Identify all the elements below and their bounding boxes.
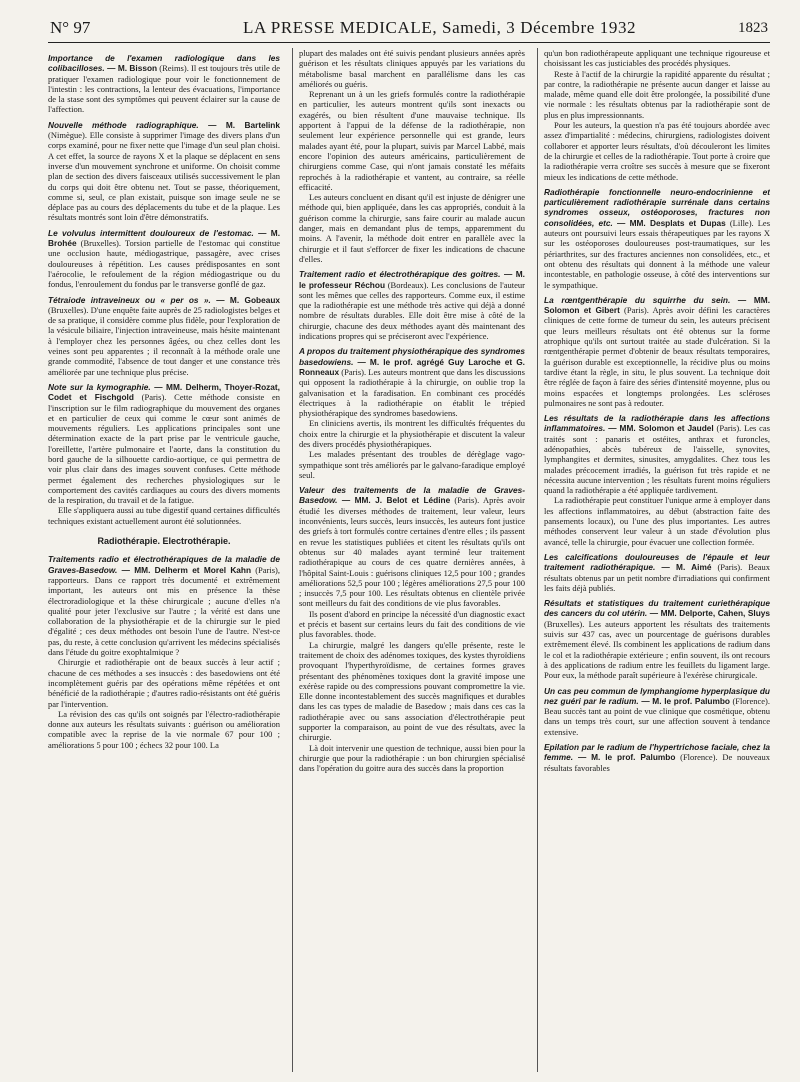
body-text: (Bruxelles). Torsion partielle de l'estomac qui constitue une occlusion haute, médiogastrique, passagère, avec crises douloureuses à répétition. Les causes prédisposantes en sont l'aérocolie, le refoulement de la région médiogastrique ou du fondus, l'enroulement du fondus par le transverse gonflé de gaz. [48, 238, 280, 290]
abstract-authors: — M. Bartelink [208, 119, 280, 130]
body-text: Pour les auteurs, la question n'a pas été toujours abordée avec assez d'impartialité : médecins, chirurgiens, radiologistes doivent collaborer et apporter leurs résultats, d'où découleront les limites de la chirurgie et celles de la radiothérapie. Tout porte à croire que la radiothérapie verra croître ses succès à mesure que se fixeront mieux les indications de cette méthode. [544, 120, 770, 182]
paragraph [48, 505, 280, 526]
body-text: La révision des cas qu'ils ont soignés par l'électro-radiothérapie donne aux auteurs les résultats suivants : guérison ou amélioration compatible avec la reprise de la vie normale 67 pour 100 ; améliorations 5 pour 100 ; échecs 32 pour 100. La [48, 708, 280, 750]
body-text: (Paris). Après avoir défini les caractères cliniques de cette forme de tumeur du sein, les auteurs précisent que leurs meilleurs résultats ont été obtenus sur la forme atrophique qu'ils ont surtout traitée au stade d'ulcération. Si la rœntgenthérapie permet d'obtenir de beaux résultats temporaires, la guérison durable est exceptionnelle, la récidive plus ou moins tardive étant la règle, in situ, le plus souvent. La technique doit être réglée de façon à faire des séries d'intensité moyenne, plus ou moins espacées et longtemps prolongées. Les scléroses pulmonaires ne sont pas à redouter. [544, 305, 770, 408]
paragraph [299, 743, 525, 774]
abstract-title: Epilation par le radium de l'hypertrichose faciale, chez la femme. [544, 742, 770, 763]
abstract-entry [544, 742, 770, 773]
running-header [48, 12, 770, 43]
column-2 [292, 48, 525, 1072]
text-columns [48, 48, 770, 1072]
paragraph [299, 89, 525, 192]
body-text: (Florence). De nouveaux résultats favorables [544, 752, 770, 773]
column-1 [48, 48, 280, 1072]
body-text: Ils posent d'abord en principe la nécessité d'un diagnostic exact et précis et basent sur certains leurs du fait des conditions de vie plus favorables. thode. [299, 608, 525, 640]
abstract-authors: — M. Gobeaux [216, 294, 280, 305]
abstract-title: Note sur la kymographie. [48, 381, 155, 392]
abstract-authors: — MM. Solomon et Gibert [544, 294, 770, 316]
abstract-authors: — M. le professeur Réchou [299, 269, 525, 290]
abstract-entry [544, 552, 770, 593]
body-text: Reprenant un à un les griefs formulés contre la radiothérapie en particulier, les auteurs montrent qu'ils sont inexacts ou exagérés, ou bien résultent d'une mauvaise technique. Ils apportent à l'appui de la défense de la radiothérapie, non seulement leur expérience personnelle qui est grande, leurs malades ayant été, pour la plupart, suivis par Marcel Labbé, mais encore l'opinion des auteurs américains, particulièrement de chirurgiens comme Case, qui n'ont jamais constaté les méfaits reprochés à la radiothérapie et vantent, au contraire, sa réelle efficacité. [299, 89, 525, 192]
abstract-entry [544, 187, 770, 290]
page-number: 1823 [738, 20, 768, 36]
body-text: (Paris). Après avoir étudié les diverses méthodes de traitement, leur valeur, leurs inconvénients, leurs succès, leurs insuccès, les auteurs font justice des griefs à tort formulés contre certaines d'entre elles ; ils passent en revue les statistiques publiées et citent les résultats qu'ils ont obtenus sur 40 malades ayant terminé leur traitement radiothérapique au cours de ces quatre dernières années, à l'hôpital Saint-Louis : guérisons cliniques 12,5 pour 100 ; grandes améliorations 52,5 pour 100 ; légères améliorations 27,5 pour 100 ; insuccès 7,5 pour 100. Les résultats obtenus en clientèle privée sont meilleurs du fait des conditions de vie plus favorables. [299, 495, 525, 609]
body-text: La radiothérapie peut constituer l'unique arme à employer dans les affections inflammatoires, au début (abstraction faite des pansements locaux), ou l'une des plus importantes. Les autres méthodes conservent leur valeur à un stade d'évolution plus avancé, telle la chirurgie, pour évacuer une collection formée. [544, 495, 770, 547]
abstract-authors: — M. Bisson [107, 63, 158, 74]
body-text: Reste à l'actif de la chirurgie la rapidité apparente du résultat ; par contre, la radiothérapie ne présente aucun danger et laisse au malade, même quand elle doit être prolongée, la possibilité d'une vie normale : les résultats obtenus par la radiothérapie sont de plus en plus impressionnants. [544, 68, 770, 120]
body-text: (Paris). Beaux résultats obtenus par un petit nombre d'irradiations qui confirment les faits déjà publiés. [544, 562, 770, 593]
body-text: Les auteurs concluent en disant qu'il est injuste de dénigrer une méthode qui, bien appliquée, dans les cas appropriés, conduit à la guérison comme la chirurgie, sans faire courir au malade aucun danger, mais en demandant plus de temps, apparemment du moins. A l'avenir, la méthode doit entrer en parallèle avec la chirurgie et il faut s'efforcer de fixer les indications de chacune d'elles. [299, 192, 525, 264]
abstract-title: Les calcifications douloureuses de l'épaule et leur traitement radiothérapique. [544, 551, 770, 573]
body-text: (Florence). Beau succès tant au point de vue clinique que cosmétique, obtenu dans un temps très court, sur une affection souvent à tendance extensive. [544, 695, 770, 737]
journal-page [48, 12, 770, 1072]
abstract-authors: — M. Aimé [661, 562, 712, 573]
body-text: (Paris). Les auteurs montrent que dans les discussions qui opposent la radiothérapie à la chirurgie, on oublie trop la galvanisation et la faradisation. En combinant ces procédés électriques à la radiothérapie on établit le trépied physiothérapique des syndromes basedowiens. [299, 366, 525, 419]
abstract-title: Importance de l'examen radiologique dans les colibacilloses. [48, 53, 280, 74]
abstract-entry [48, 554, 280, 657]
abstract-entry [48, 120, 280, 223]
abstract-title: Les résultats de la radiothérapie dans les affections inflammatoires. [544, 413, 770, 434]
paragraph [48, 709, 280, 750]
body-text: Chirurgie et radiothérapie ont de beaux succès à leur actif ; chacune de ces méthodes a ses insuccès : des basedowiens ont été incomplètement guéris par des opérations même répétées et ont bénéficié de la radiothérapie ; d'autres radio-résistants ont été guéris par l'intervention. [48, 657, 280, 709]
abstract-entry [299, 346, 525, 418]
journal-title: LA PRESSE MEDICALE, Samedi, 3 Décembre 1932 [243, 18, 637, 37]
abstract-title: Traitement radio et électrothérapique des goitres. [299, 269, 504, 280]
body-text: La chirurgie, malgré les dangers qu'elle présente, reste le traitement de choix des adénomes toxiques, des kystes thyroïdiens provoquant l'hyperthyroïdisme, de certaines formes graves présentant des phénomènes toxiques dont la gravité impose une exérèse rapide ou des compressions pouvant compromettre la vie. Elle donne incontestablement des succès magnifiques et durables dans les cas types de maladie de Basedow ; mais dans ces cas la radiothérapie avec ou sans association d'électrothérapie peut supporter la comparaison, au point de vue des résultats, avec la chirurgie. [299, 639, 525, 743]
body-text: (Paris). Les cas traités sont : panaris et ostéites, anthrax et furoncles, adénopathies, abcès tubéreux de l'aisselle, synovites, lymphangites et dermites, sinusites, amygdalites. Chez tous les malades précocement irradiés, la guérison fut très rapide et ne nécessita aucune intervention ; les résultats furent moins réguliers quand la radiothérapie a été appliquée tardivement. [544, 423, 770, 496]
body-text: Les malades présentant des troubles de dérèglage vago-sympathique sont très améliorés par le galvano-faradique employé seul. [299, 449, 525, 480]
abstract-entry [48, 53, 280, 115]
abstract-authors: — M. le prof. Palumbo [641, 695, 730, 706]
paragraph [48, 657, 280, 708]
paragraph [544, 48, 770, 69]
body-text: Là doit intervenir une question de technique, aussi bien pour la chirurgie que pour la radiothérapie : un bon chirurgien spécialisé dans l'opération du goitre aura des succès dans la proportion [299, 742, 525, 774]
column-3 [537, 48, 770, 1072]
body-text: (Paris). Cette méthode consiste en l'inscription sur le film radiographique du mouvement des organes et en particulier de ceux qui comme le cœur sont animés de mouvements réguliers. Les applications principales sont une détermination exacte de la part prise par le ventricule gauche, l'oreillette, l'artère pulmonaire et l'aorte, dans la constitution du bord gauche de la silhouette cardio-aortique, ce qui permettra de voir plus clair dans des images souvent confuses. Cette méthode permet également des recherches physiologiques sur le comportement des cavités cardiaques au cours des divers moments de la respiration, du travail et de la fatigue. [48, 392, 280, 506]
paragraph [544, 495, 770, 546]
paragraph [544, 120, 770, 182]
abstract-entry [544, 686, 770, 737]
abstract-entry [299, 485, 525, 609]
paragraph [299, 640, 525, 743]
abstract-authors: — MM. Delherm et Morel Kahn [121, 564, 252, 575]
abstract-title: Radiothérapie fonctionnelle neuro-endocrinienne et particulièrement radiothérapie surrénale dans certains syndromes osseux, ostéoporoses, fractures non consolidées, etc. [544, 186, 770, 228]
body-text: (Nimègue). Elle consiste à supprimer l'image des divers plans d'un corps examiné, pour ne fixer nette que l'image d'un seul plan choisi. A cet effet, la source de rayons X et la plaque se déplacent en sens inverse d'un mouvement synchrone et uniforme. On choisit comme plan de section des divers faisceaux utilisés successivement le plan du corps qui doit être obtenu net. Tout se passe, théoriquement, comme si, seul, ce plan existait, puisque son image seule ne se déplace pas au cours des déplacements du tube et de la plaque. Les résultats montrés sont loin d'être démonstratifs. [48, 130, 280, 223]
abstract-authors: — M. le prof. agrégé Guy Laroche et G. Ronneaux [299, 356, 525, 377]
body-text: (Bruxelles). Les auteurs apportent les résultats des traitements suivis sur 437 cas, avec un pourcentage de guérisons durables extrêmement élevé. Ils combinent les applications de radium dans le col et la radiothérapie extérieure ; enfin souvent, ils ont recours à des applications de radium entre les feuillets du ligament large. Pour eux, la méthode paraît supérieure à l'exérèse chirurgicale. [544, 618, 770, 681]
abstract-authors: — MM. J. Belot et Lédine [341, 495, 451, 506]
abstract-entry [544, 413, 770, 495]
body-text: (Bruxelles). D'une enquête faite auprès de 25 radiologistes belges et de sa pratique, il considère comme plus fidèle, pour l'exploration de la vésicule biliaire, l'injection intraveineuse, mais hésite maintenant à l'employer chez les personnes âgées, ou chez celles dont les veines sont peu apparentes ; il reconnaît à la méthode orale une grande commodité, l'absence de tout danger et une constance très améliorée par une technique plus précise. [48, 304, 280, 377]
abstract-title: Traitements radio et électrothérapiques de la maladie de Graves-Basedow. [48, 554, 280, 575]
abstract-authors: — MM. Delherm, Thoyer-Rozat, Codet et Fischgold [48, 381, 280, 403]
abstract-entry [48, 295, 280, 377]
abstract-authors: — M. le prof. Palumbo [577, 752, 676, 763]
abstract-authors: — MM. Desplats et Dupas [617, 217, 726, 228]
abstract-title: Tétraiode intraveineux ou « per os ». [48, 294, 217, 305]
body-text: Elle s'appliquera aussi au tube digestif quand certaines difficultés techniques existant actuellement auront été solutionnées. [48, 505, 280, 526]
abstract-authors: — MM. Solomon et Jaudel [608, 423, 714, 434]
section-heading: Radiothérapie. Electrothérapie. [97, 536, 231, 547]
abstract-authors: — M. Brohée [48, 227, 280, 249]
paragraph [299, 449, 525, 480]
paragraph [299, 192, 525, 264]
paragraph [299, 418, 525, 449]
abstract-title: Un cas peu commun de lymphangiome hyperplasique du nez guéri par le radium. [544, 685, 770, 706]
body-text: (Reims). Il est toujours très utile de pratiquer l'examen radiologique pour voir le fonctionnement de l'intestin : les contractions, la lenteur des évacuations, l'importance de la stase sont des symptômes qui peuvent éclairer sur la cause de l'affection. [48, 63, 280, 115]
paragraph [299, 48, 525, 89]
abstract-entry [299, 269, 525, 341]
abstract-entry [544, 598, 770, 680]
abstract-entry [48, 382, 280, 506]
body-text: (Paris), rapporteurs. Dans ce rapport très documenté et extrêmement important, les auteurs ont mis en présence la thèse électroradiologique et la thèse chirurgicale ; aucune d'elles n'a qualité pour jeter l'exclusive sur l'autre ; la vérité est dans une collaboration de la physiothérapie et de la chirurgie sur le pied d'égalité ; ces deux méthodes ont besoin l'une de l'autre. N'est-ce pas, du reste, à cette conclusion qu'arrivent les médecins spécialisés dans l'étude du goitre exophtalmique ? [48, 564, 280, 658]
abstract-authors: — MM. Delporte, Cahen, Sluys [649, 608, 770, 619]
body-text: En cliniciens avertis, ils montrent les difficultés fréquentes du choix entre la chirurgie et la physiothérapie et discutent la valeur des divers procédés physiothérapiques. [299, 418, 525, 449]
body-text: (Lille). Les auteurs ont poursuivi leurs essais thérapeutiques par les rayons X sur les ostéoporoses douloureuses post-traumatiques, sur les périarthrites, sur des fractures anciennes non consolidées, etc., et ont obtenu des résultats qui donnent à la méthode une valeur incontestable, en pathologie osseuse, à côté des interventions sur le sympathique. [544, 217, 770, 290]
abstract-entry [544, 295, 770, 408]
abstract-entry [48, 228, 280, 290]
paragraph [299, 609, 525, 640]
abstract-title: Nouvelle méthode radiographique. [48, 119, 209, 130]
abstract-title: A propos du traitement physiothérapique des syndromes basedowiens. [299, 346, 525, 367]
abstract-title: Valeur des traitements de la maladie de Graves-Basedow. [299, 485, 525, 506]
body-text: qu'un bon radiothérapeute appliquant une technique rigoureuse et choisissant les cas justiciables des procédés physiques. [544, 48, 770, 69]
body-text: plupart des malades ont été suivis pendant plusieurs années après guérison et les résultats cliniques appuyés par les variations du métabolisme basal marchent en parallélisme dans les cas améliorés ou guéris. [299, 48, 525, 89]
paragraph [544, 69, 770, 120]
abstract-title: Résultats et statistiques du traitement curiethérapique des cancers du col utérin. [544, 598, 770, 619]
abstract-title: La rœntgenthérapie du squirrhe du sein. [544, 294, 738, 305]
abstract-title: Le volvulus intermittent douloureux de l'estomac. [48, 227, 259, 238]
issue-number: N° 97 [50, 18, 91, 37]
body-text: (Bordeaux). Les conclusions de l'auteur sont les mêmes que celles des rapporteurs. Comme eux, il estime que la radiothérapie est une méthode très active qui déjà a donné nombre de résultats durables. Elle doit être mise à côté de la chirurgie, chacune des deux méthodes ayant dès maintenant des indications propres qui se préciseront avec l'expérience. [299, 279, 525, 342]
